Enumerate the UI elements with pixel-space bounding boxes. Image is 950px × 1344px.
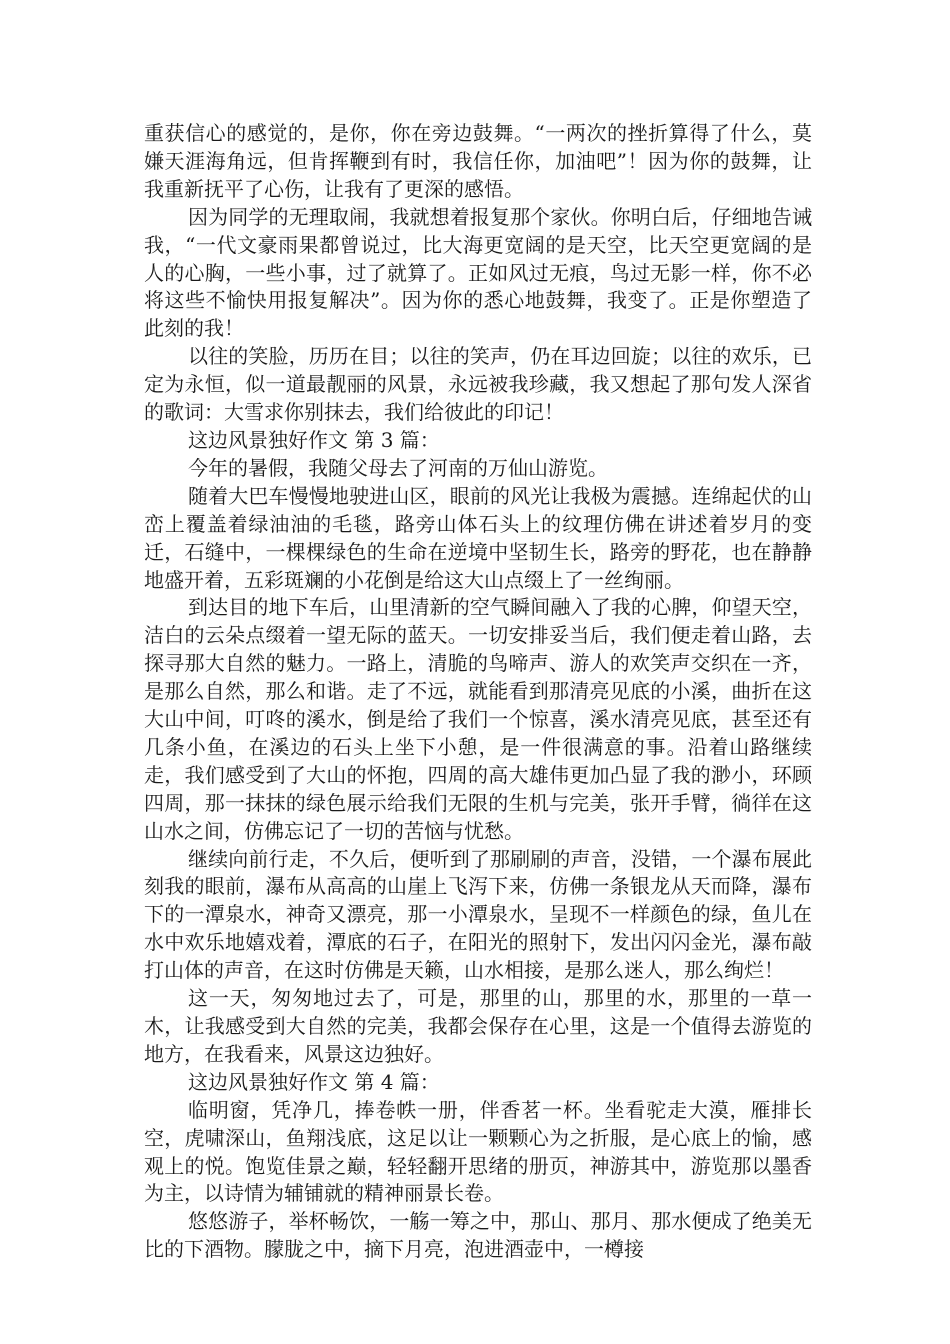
paragraph-continuation: 重获信心的感觉的，是你，你在旁边鼓舞。“一两次的挫折算得了什么，莫嫌天涯海角远，但肯挥鞭到有时，我信任你，加油吧”！因为你的鼓舞，让我重新抚平了心伤，让我有了更深的感悟。 xyxy=(144,121,812,201)
section-heading: 这边风景独好作文 第 3 篇： xyxy=(188,427,440,452)
paragraph: 到达目的地下车后，山里清新的空气瞬间融入了我的心脾，仰望天空，洁白的云朵点缀着一望无际的蓝天。一切安排妥当后，我们便走着山路，去探寻那大自然的魅力。一路上，清脆的鸟啼声、游人的欢笑声交织在一齐，是那么自然，那么和谐。走了不远，就能看到那清亮见底的小溪，曲折在这大山中间，叮咚的溪水，倒是给了我们一个惊喜，溪水清亮见底，甚至还有几条小鱼，在溪边的石头上坐下小憩，是一件很满意的事。沿着山路继续走，我们感受到了大山的怀抱，四周的高大雄伟更加凸显了我的渺小，环顾四周，那一抹抹的绿色展示给我们无限的生机与完美，张开手臂，徜徉在这山水之间，仿佛忘记了一切的苦恼与忧愁。 xyxy=(144,595,812,843)
paragraph: 今年的暑假，我随父母去了河南的万仙山游览。 xyxy=(188,455,608,480)
paragraph: 临明窗，凭净几，捧卷帙一册，伴香茗一杯。坐看驼走大漠，雁排长空，虎啸深山，鱼翔浅底，这足以让一颗颗心为之折服，是心底上的愉，感观上的悦。饱览佳景之巅，轻轻翻开思绪的册页，神游其中，游览那以墨香为主，以诗情为辅铺就的精神丽景长卷。 xyxy=(144,1097,812,1206)
paragraph: 因为同学的无理取闹，我就想着报复那个家伙。你明白后，仔细地告诫我，“一代文豪雨果都曾说过，比大海更宽阔的是天空，比天空更宽阔的是人的心胸，一些小事，过了就算了。正如风过无痕，鸟过无影一样，你不必将这些不愉快用报复解决”。因为你的悉心地鼓舞，我变了。正是你塑造了此刻的我！ xyxy=(144,204,812,341)
paragraph: 这一天，匆匆地过去了，可是，那里的山，那里的水，那里的一草一木，让我感受到大自然的完美，我都会保存在心里，这是一个值得去游览的地方，在我看来，风景这边独好。 xyxy=(144,986,812,1066)
paragraph: 随着大巴车慢慢地驶进山区，眼前的风光让我极为震撼。连绵起伏的山峦上覆盖着绿油油的毛毯，路旁山体石头上的纹理仿佛在讲述着岁月的变迁，石缝中，一棵棵绿色的生命在逆境中坚韧生长，路旁的野花，也在静静地盛开着，五彩斑斓的小花倒是给这大山点缀上了一丝绚丽。 xyxy=(144,483,812,592)
paragraph: 以往的笑脸，历历在目；以往的笑声，仍在耳边回旋；以往的欢乐，已定为永恒，似一道最靓丽的风景，永远被我珍藏，我又想起了那句发人深省的歌词：大雪求你别抹去，我们给彼此的印记！ xyxy=(144,344,812,425)
paragraph: 继续向前行走，不久后，便听到了那刷刷的声音，没错，一个瀑布展此刻我的眼前，瀑布从高高的山崖上飞泻下来，仿佛一条银龙从天而降，瀑布下的一潭泉水，神奇又漂亮，那一小潭泉水，呈现不一样颜色的绿，鱼儿在水中欢乐地嬉戏着，潭底的石子，在阳光的照射下，发出闪闪金光，瀑布敲打山体的声音，在这时仿佛是天籁，山水相接，是那么迷人，那么绚烂！ xyxy=(144,846,812,983)
paragraph: 悠悠游子，举杯畅饮，一觞一筹之中，那山、那月、那水便成了绝美无比的下酒物。朦胧之中，摘下月亮，泡进酒壶中，一樽接 xyxy=(144,1209,812,1262)
article-body xyxy=(144,120,812,1264)
section-heading: 这边风景独好作文 第 4 篇： xyxy=(188,1069,440,1094)
